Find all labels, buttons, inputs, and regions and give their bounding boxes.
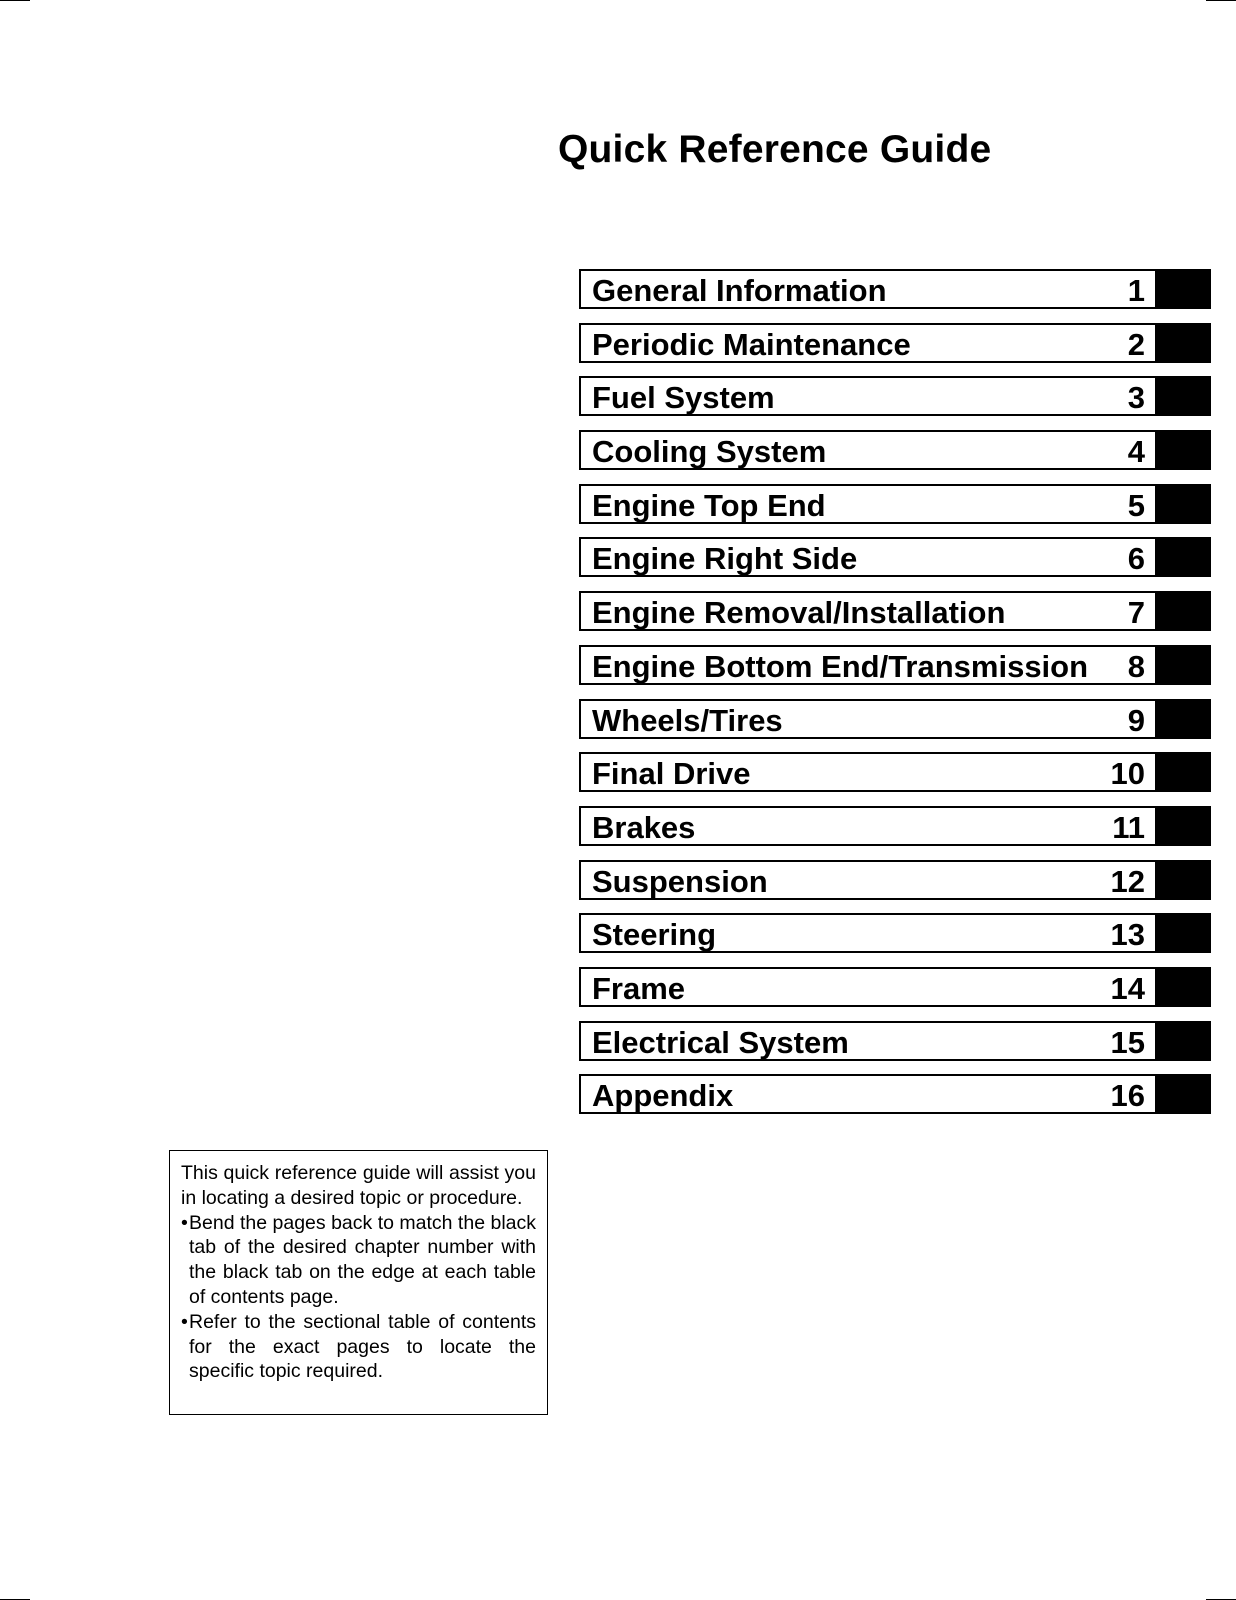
chapter-box xyxy=(579,430,1157,470)
chapter-tab-marker xyxy=(1157,269,1211,309)
chapter-box xyxy=(579,967,1157,1007)
chapter-tab-marker xyxy=(1157,430,1211,470)
chapter-row[interactable] xyxy=(579,806,1211,846)
chapter-box xyxy=(579,591,1157,631)
chapter-tab-marker xyxy=(1157,752,1211,792)
chapter-title: General Information xyxy=(592,273,887,308)
page-title: Quick Reference Guide xyxy=(558,128,992,171)
chapter-title: Fuel System xyxy=(592,380,775,416)
chapter-tab-marker xyxy=(1157,1074,1211,1114)
chapter-number: 9 xyxy=(1127,702,1145,738)
chapter-box xyxy=(579,806,1157,846)
usage-note-bullets xyxy=(181,1211,536,1385)
usage-note-bullet xyxy=(181,1310,536,1384)
chapter-tab-marker xyxy=(1157,376,1211,416)
chapter-tab-marker xyxy=(1157,537,1211,577)
chapter-box xyxy=(579,645,1157,685)
chapter-tab-marker xyxy=(1157,645,1211,685)
chapter-number: 1 xyxy=(1127,273,1145,308)
chapter-box xyxy=(579,376,1157,416)
chapter-tab-marker xyxy=(1157,806,1211,846)
chapter-row[interactable] xyxy=(579,967,1211,1007)
chapter-number: 13 xyxy=(1110,917,1145,953)
usage-note-bullet-text: Refer to the sectional table of contents for the exact pages to locate the specific topic required. xyxy=(189,1310,536,1383)
chapter-box xyxy=(579,860,1157,900)
chapter-tab-marker xyxy=(1157,591,1211,631)
chapter-box xyxy=(579,537,1157,577)
chapter-box xyxy=(579,913,1157,953)
usage-note-bullet xyxy=(181,1211,536,1310)
chapter-tab-marker xyxy=(1157,913,1211,953)
chapter-number: 16 xyxy=(1110,1078,1145,1114)
chapter-row[interactable] xyxy=(579,1074,1211,1114)
chapter-row[interactable] xyxy=(579,699,1211,739)
chapter-title: Electrical System xyxy=(592,1024,849,1060)
usage-note-intro: This quick reference guide will assist you in locating a desired topic or procedure. xyxy=(181,1162,536,1209)
chapter-number: 4 xyxy=(1127,434,1145,470)
chapter-index xyxy=(579,269,1211,1128)
chapter-row[interactable] xyxy=(579,645,1211,685)
chapter-title: Frame xyxy=(592,970,686,1006)
chapter-tab-marker xyxy=(1157,860,1211,900)
chapter-row[interactable] xyxy=(579,537,1211,577)
chapter-tab-marker xyxy=(1157,323,1211,363)
chapter-box xyxy=(579,752,1157,792)
chapter-box xyxy=(579,1021,1157,1061)
chapter-box xyxy=(579,323,1157,363)
chapter-number: 2 xyxy=(1127,326,1145,362)
chapter-row[interactable] xyxy=(579,860,1211,900)
chapter-number: 12 xyxy=(1110,863,1145,899)
chapter-title: Wheels/Tires xyxy=(592,702,783,738)
chapter-row[interactable] xyxy=(579,430,1211,470)
chapter-title: Suspension xyxy=(592,863,768,899)
chapter-row[interactable] xyxy=(579,591,1211,631)
chapter-row[interactable] xyxy=(579,1021,1211,1061)
chapter-tab-marker xyxy=(1157,484,1211,524)
chapter-title: Cooling System xyxy=(592,434,827,470)
crop-mark-top-left xyxy=(0,0,30,1)
chapter-title: Final Drive xyxy=(592,756,751,792)
chapter-tab-marker xyxy=(1157,1021,1211,1061)
chapter-row[interactable] xyxy=(579,269,1211,309)
usage-note-box xyxy=(169,1150,548,1415)
chapter-title: Brakes xyxy=(592,809,696,845)
bullet-icon: • xyxy=(181,1310,188,1333)
chapter-box xyxy=(579,484,1157,524)
chapter-box xyxy=(579,699,1157,739)
crop-mark-top-right xyxy=(1206,0,1236,1)
chapter-title: Periodic Maintenance xyxy=(592,326,911,362)
chapter-number: 10 xyxy=(1110,756,1145,792)
chapter-number: 8 xyxy=(1127,648,1145,684)
chapter-title: Engine Bottom End/Transmission xyxy=(592,648,1089,684)
chapter-number: 15 xyxy=(1110,1024,1145,1060)
chapter-number: 6 xyxy=(1127,541,1145,577)
chapter-number: 14 xyxy=(1110,970,1145,1006)
chapter-number: 3 xyxy=(1127,380,1145,416)
chapter-row[interactable] xyxy=(579,323,1211,363)
chapter-row[interactable] xyxy=(579,913,1211,953)
chapter-number: 5 xyxy=(1127,487,1145,523)
chapter-row[interactable] xyxy=(579,484,1211,524)
chapter-title: Appendix xyxy=(592,1078,734,1114)
chapter-tab-marker xyxy=(1157,967,1211,1007)
chapter-tab-marker xyxy=(1157,699,1211,739)
chapter-row[interactable] xyxy=(579,376,1211,416)
chapter-title: Engine Top End xyxy=(592,487,826,523)
chapter-box xyxy=(579,269,1157,309)
usage-note-bullet-text: Bend the pages back to match the black tab of the desired chapter number with the black tab on the edge at each table of contents page. xyxy=(189,1211,536,1308)
chapter-title: Engine Right Side xyxy=(592,541,858,577)
bullet-icon: • xyxy=(181,1211,188,1234)
chapter-row[interactable] xyxy=(579,752,1211,792)
chapter-number: 7 xyxy=(1127,595,1145,631)
chapter-number: 11 xyxy=(1112,809,1145,845)
chapter-title: Engine Removal/Installation xyxy=(592,595,1006,631)
chapter-box xyxy=(579,1074,1157,1114)
chapter-title: Steering xyxy=(592,917,717,953)
